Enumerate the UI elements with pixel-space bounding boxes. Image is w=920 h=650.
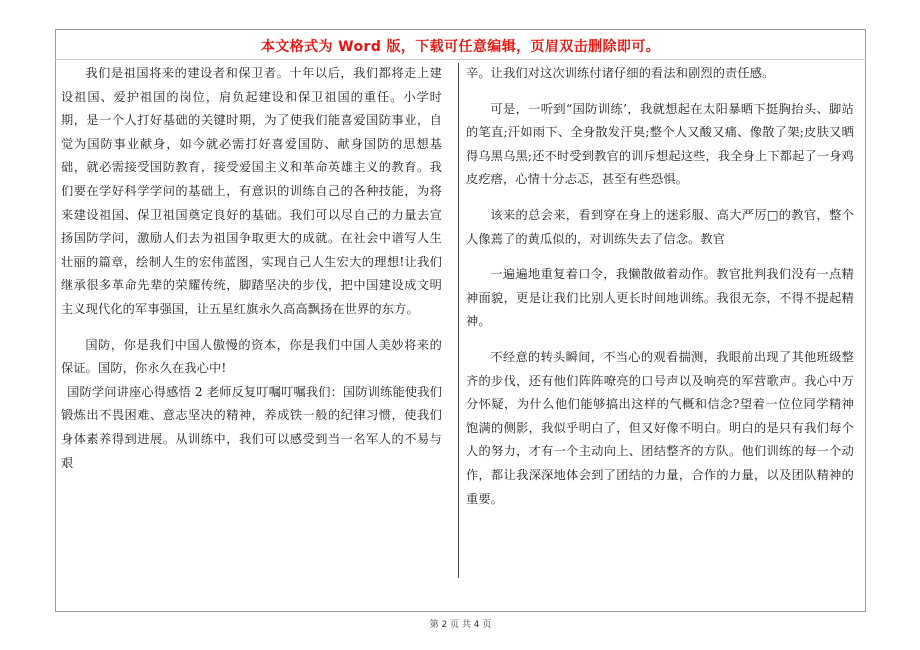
right-paragraph-1: 辛。让我们对这次训练付诸仔细的看法和剧烈的责任感。: [466, 66, 775, 80]
right-paragraph-2: 可是，一听到“国防训练’，我就想起在太阳暴晒下挺胸抬头、脚站的笔直;汗如雨下、全身散发汗臭;整个人又酸又痛、像散了架;皮肤又晒得乌黑乌黑;还不时受到教官的训斥想起这些，我全身上下都起了一身鸡皮疙瘩，心情十分忐忑，甚至有些恐惧。: [466, 101, 854, 187]
left-column: [61, 62, 442, 475]
left-paragraph-2: 国防，你是我们中国人傲慢的资本，你是我们中国人美妙将来的保证。国防，你永久在我心中!: [61, 337, 442, 376]
right-paragraph-4: 一遍遍地重复着口令，我懒散做着动作。教官批判我们没有一点精神面貌，更是让我们比别人更长时间地训练。我很无奈，不得不提起精神。: [466, 267, 854, 329]
header-rule: [55, 59, 866, 60]
left-paragraph-3: 国防学问讲座心得感悟 2 老师反复叮嘱叮嘱我们：国防训练能使我们锻炼出不畏困难、意志坚决的精神，养成铁一般的纪律习惯，使我们身体素养得到进展。从训练中，我们可以感受到当一名军人的不易与艰: [61, 384, 442, 470]
left-paragraph-1: 我们是祖国将来的建设者和保卫者。十年以后，我们都将走上建设祖国、爱护祖国的岗位，肩负起建设和保卫祖国的重任。小学时期，是一个人打好基础的关键时期，为了使我们能喜爱国防事业，自觉为国防事业献身，如今就必需打好喜爱国防、献身国防的思想基础，就必需接受国防教育，接受爱国主义和革命英雄主义的教育。我们要在学好科学学问的基础上，有意识的训练自己的各种技能，为将来建设祖国、保卫祖国奠定良好的基础。我们可以尽自己的力量去宣扬国防学问，激励人们去为祖国争取更大的成就。在社会中谱写人生壮丽的篇章，绘制人生的宏伟蓝图，实现自己人生宏大的理想!让我们继承很多革命先辈的荣耀传统，脚踏坚决的步伐，把中国建设成文明主义现代化的军事强国，让五星红旗永久高高飘扬在世界的东方。: [61, 66, 442, 316]
header-banner: 本文格式为 Word 版，下载可任意编辑，页眉双击删除即可。: [260, 39, 661, 55]
page-number-footer: 第 2 页 共 4 页: [429, 620, 492, 630]
column-divider: [458, 63, 459, 578]
right-column: [466, 62, 854, 511]
right-paragraph-5: 不经意的转头瞬间，不当心的观看揣测，我眼前出现了其他班级整齐的步伐，还有他们阵阵嘹亮的口号声以及响亮的军营歌声。我心中万分怀疑，为什么他们能够搞出这样的气概和信念?望着一位位同学精神饱满的侧影，我似乎明白了，但又好像不明白。明白的是只有我们每个人的努力，才有一个主动向上、团结整齐的方队。他们训练的每一个动作，都让我深深地体会到了团结的力量，合作的力量，以及团队精神的重要。: [466, 349, 854, 506]
right-paragraph-3: 该来的总会来，看到穿在身上的迷彩服、高大严厉□的教官，整个人像蔫了的黄瓜似的，对训练失去了信念。教官: [466, 207, 854, 246]
